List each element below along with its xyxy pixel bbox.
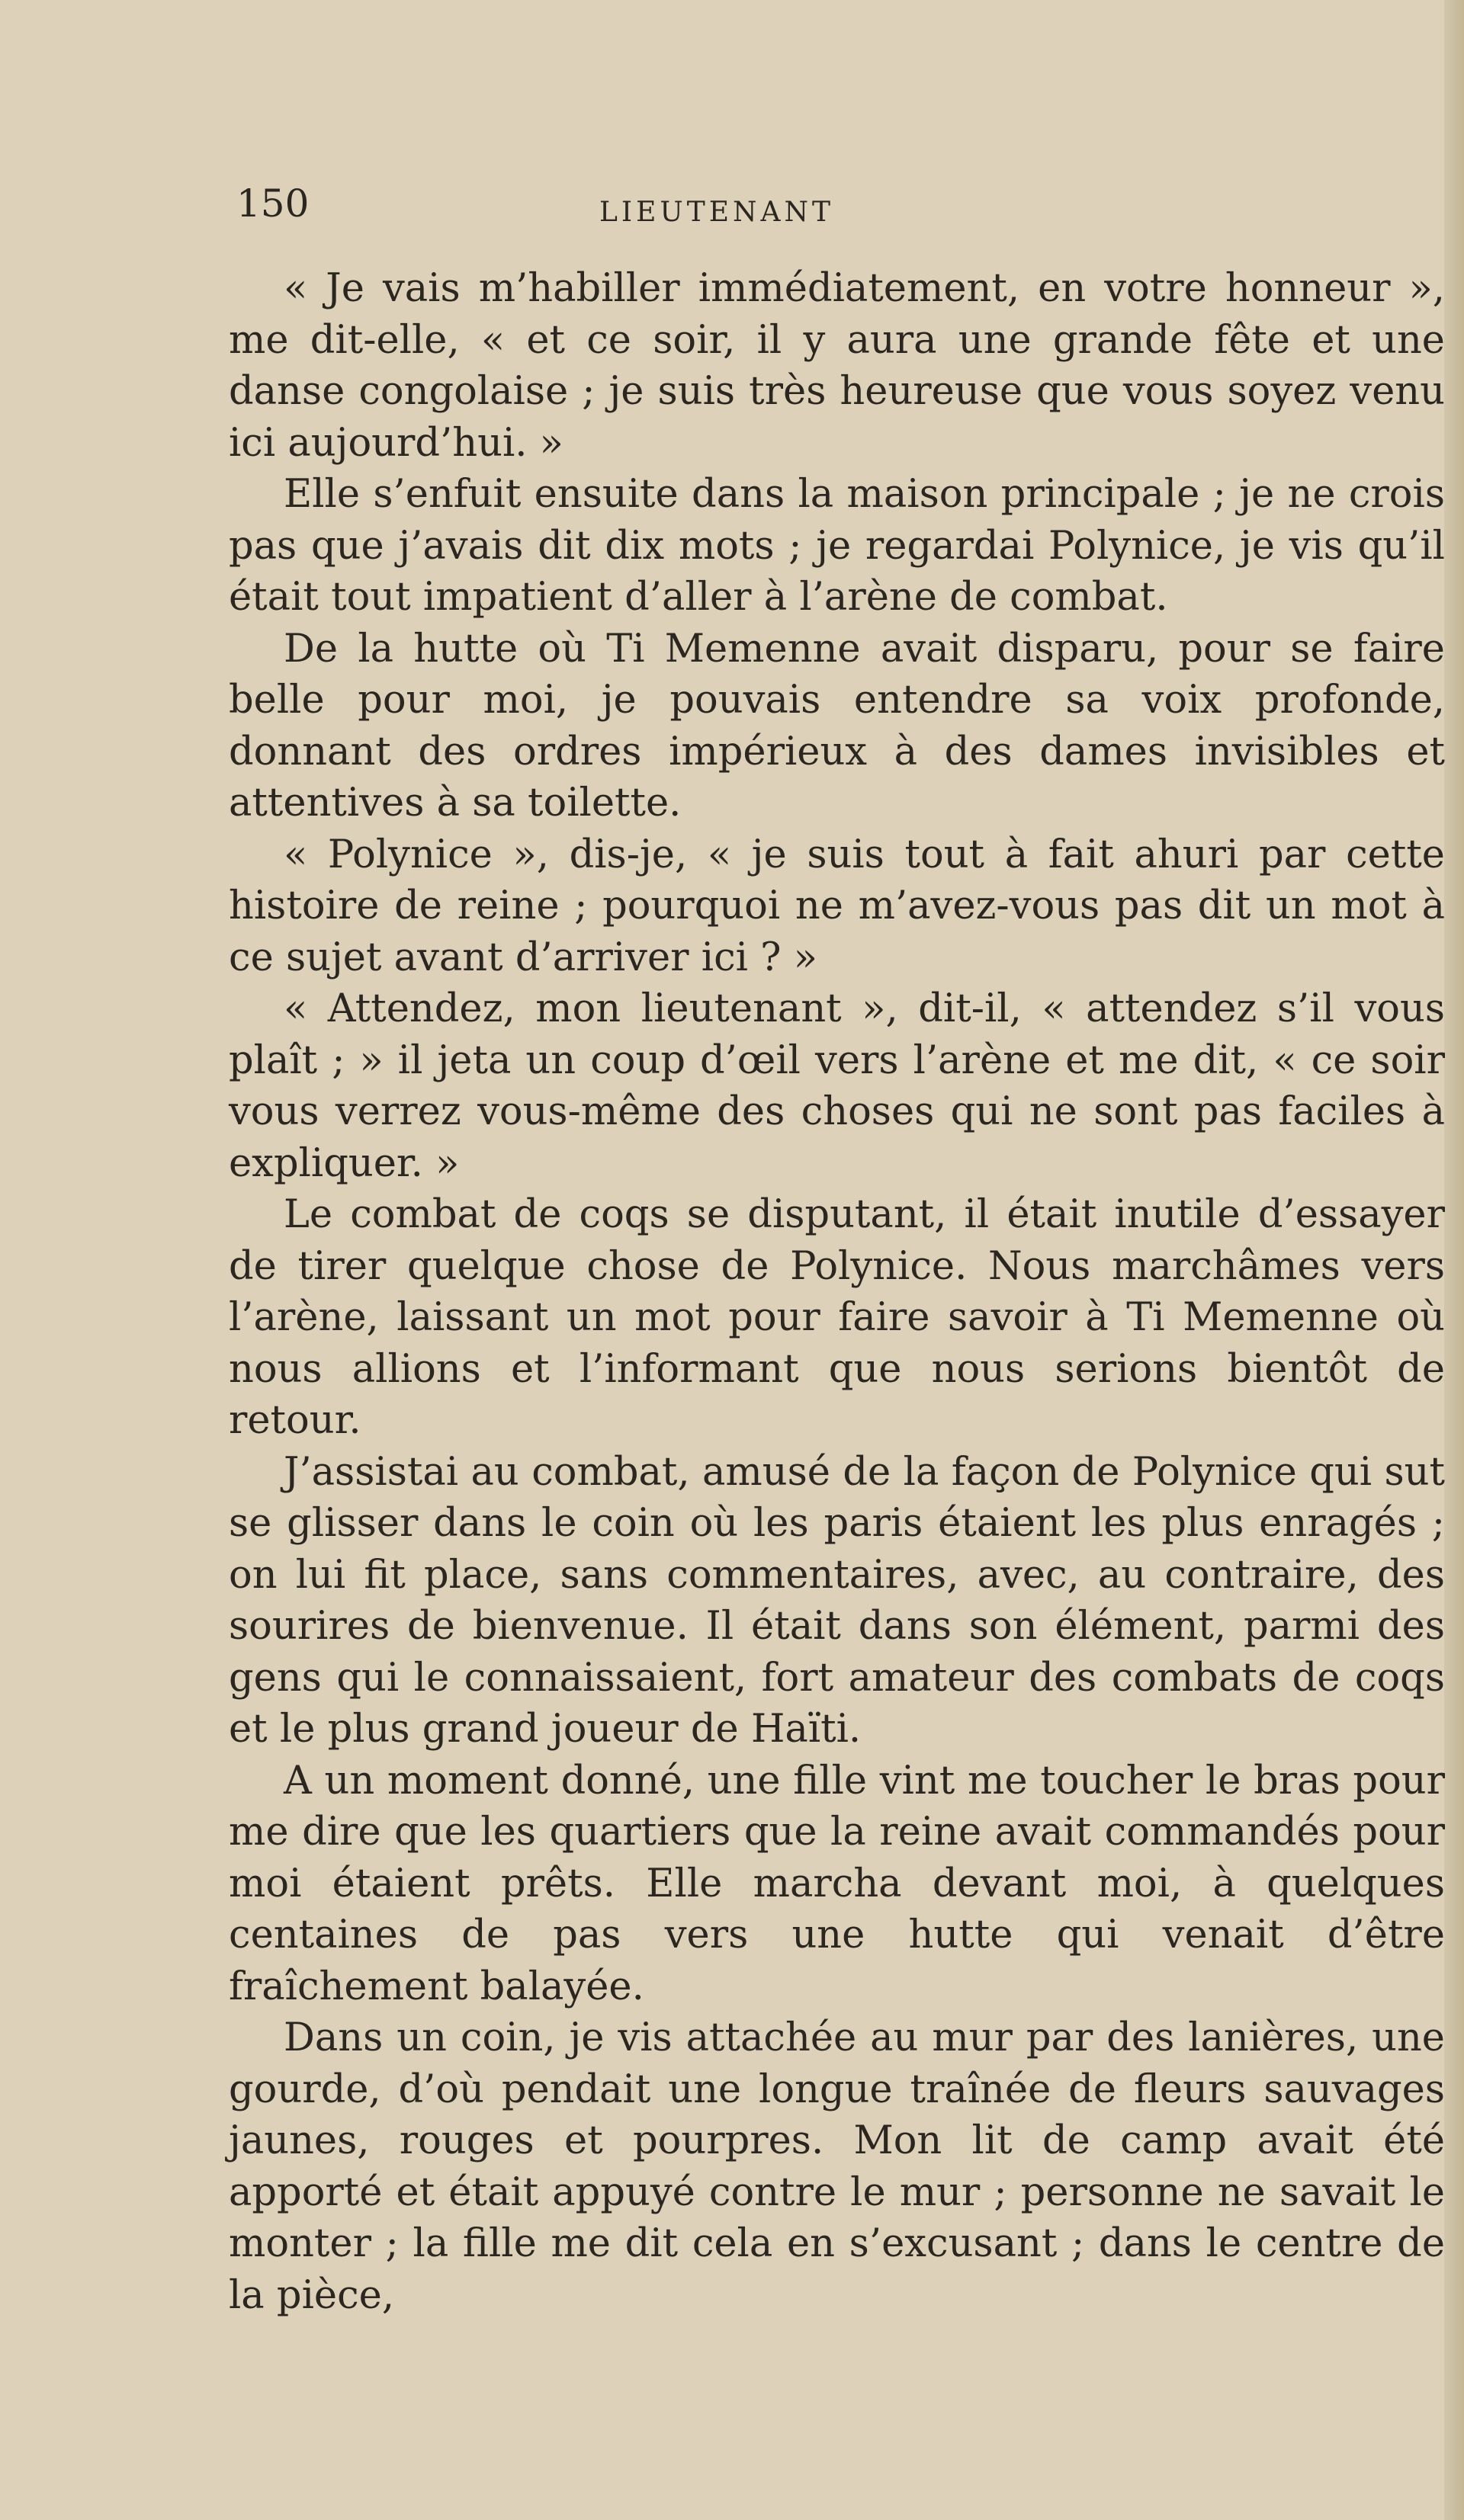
paragraph: « Je vais m’habiller immédiatement, en votre honneur », me dit-elle, « et ce soir, il y aura une grande fête et une danse congolaise ; je suis très heureuse que vous soyez venu ici aujourd’hui. » <box>229 266 1445 466</box>
paragraph: « Polynice », dis-je, « je suis tout à fait ahuri par cette histoire de reine ; pourquoi ne m’avez-vous pas dit un mot à ce sujet avant d’arriver ici ? » <box>229 832 1445 980</box>
paragraph: De la hutte où Ti Memenne avait disparu, pour se faire belle pour moi, je pouvais entendre sa voix profonde, donnant des ordres impérieux à des dames invisibles et attentives à sa toilette. <box>229 626 1445 826</box>
page-edge <box>1444 0 1464 2520</box>
paragraph: Le combat de coqs se disputant, il était inutile d’essayer de tirer quelque chose de Polynice. Nous marchâmes vers l’arène, laissant un mot pour faire savoir à Ti Memenne où nous allions et l’informant que nous serions bientôt de retour. <box>229 1192 1445 1443</box>
paragraph: Dans un coin, je vis attachée au mur par des lanières, une gourde, d’où pendait une longue traînée de fleurs sauvages jaunes, rouges et pourpres. Mon lit de camp avait été apporté et était appuyé contre le mur ; personne ne savait le monter ; la fille me dit cela en s’excusant ; dans le centre de la pièce, <box>229 2015 1445 2318</box>
paragraph: « Attendez, mon lieutenant », dit-il, « attendez s’il vous plaît ; » il jeta un coup d’œil vers l’arène et me dit, « ce soir vous verrez vous-même des choses qui ne sont pas faciles à expliquer. » <box>229 986 1445 1186</box>
page-header <box>236 181 1411 242</box>
paragraph: A un moment donné, une fille vint me toucher le bras pour me dire que les quartiers que la reine avait commandés pour moi étaient prêts. Elle marcha devant moi, à quelques centaines de pas vers une hutte qui venait d’être fraîchement balayée. <box>229 1758 1445 2009</box>
paragraph: J’assistai au combat, amusé de la façon de Polynice qui sut se glisser dans le coin où les paris étaient les plus enragés ; on lui fit place, sans commentaires, avec, au contraire, des sourires de bienvenue. Il était dans son élément, parmi des gens qui le connaissaient, fort amateur des combats de coqs et le plus grand joueur de Haïti. <box>229 1449 1445 1752</box>
paragraph: Elle s’enfuit ensuite dans la maison principale ; je ne crois pas que j’avais dit dix mots ; je regardai Polynice, je vis qu’il était tout impatient d’aller à l’arène de combat. <box>229 472 1445 620</box>
running-head: LIEUTENANT <box>599 197 835 228</box>
page-number: 150 <box>236 181 310 226</box>
body-text <box>229 263 1445 2321</box>
